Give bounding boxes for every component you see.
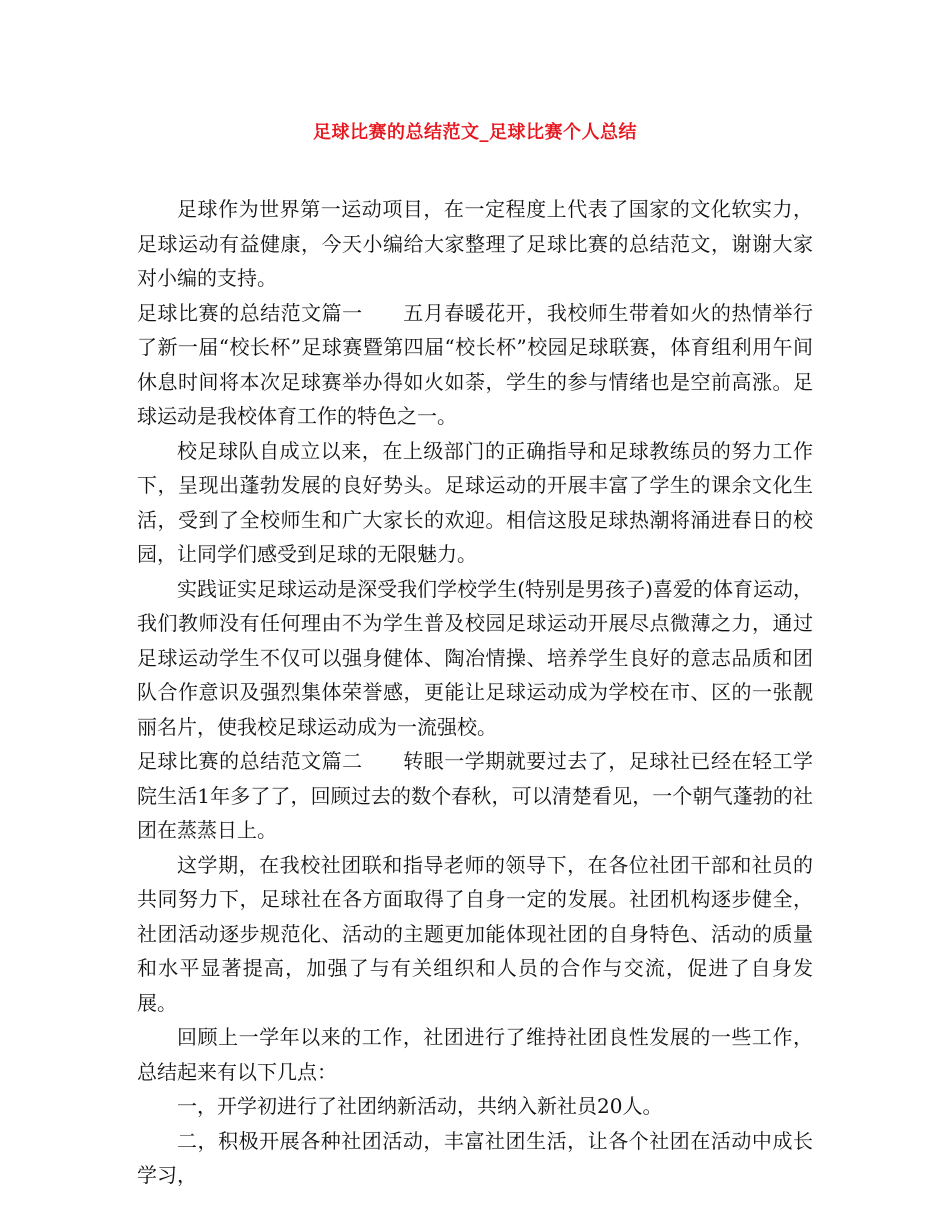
paragraph	[137, 434, 813, 572]
paragraph	[137, 1089, 813, 1124]
paragraph-text: 一，开学初进行了社团纳新活动，共纳入新社员20人。	[177, 1094, 663, 1118]
paragraph	[137, 572, 813, 745]
paragraph	[137, 1020, 813, 1089]
paragraph-text: 这学期，在我校社团联和指导老师的领导下，在各位社团干部和社员的共同努力下，足球社在各方面取得了自身一定的发展。社团机构逐步健全，社团活动逐步规范化、活动的主题更加能体现社团的自身特色、活动的质量和水平显著提高，加强了与有关组织和人员的合作与交流，促进了自身发展。	[137, 852, 813, 1015]
paragraph	[137, 192, 813, 296]
section-heading: 足球比赛的总结范文篇一	[137, 300, 363, 325]
document-title: 足球比赛的总结范文_足球比赛个人总结	[313, 122, 637, 143]
paragraph-text: 校足球队自成立以来，在上级部门的正确指导和足球教练员的努力工作下，呈现出蓬勃发展的良好势头。足球运动的开展丰富了学生的课余文化生活，受到了全校师生和广大家长的欢迎。相信这股足球热潮将涌进春日的校园，让同学们感受到足球的无限魅力。	[137, 438, 813, 566]
paragraph-text: 足球作为世界第一运动项目，在一定程度上代表了国家的文化软实力，足球运动有益健康，今天小编给大家整理了足球比赛的总结范文，谢谢大家对小编的支持。	[137, 197, 813, 290]
paragraph	[137, 848, 813, 1021]
paragraph-text: 回顾上一学年以来的工作，社团进行了维持社团良性发展的一些工作，总结起来有以下几点：	[137, 1025, 813, 1084]
paragraph-text: 实践证实足球运动是深受我们学校学生(特别是男孩子)喜爱的体育运动，我们教师没有任何理由不为学生普及校园足球运动开展尽点微薄之力，通过足球运动学生不仅可以强身健体、陶冶情操、培养学生良好的意志品质和团队合作意识及强烈集体荣誉感，更能让足球运动成为学校在市、区的一张靓丽名片，使我校足球运动成为一流强校。	[137, 576, 813, 739]
section-heading: 足球比赛的总结范文篇二	[137, 749, 363, 773]
paragraph	[137, 1124, 813, 1193]
paragraph	[137, 744, 813, 848]
document-body	[137, 192, 813, 1193]
paragraph-text: 转眼一学期就要过去了，足球社已经在轻工学院生活1年多了了，回顾过去的数个春秋，可以清楚看见，一个朝气蓬勃的社团在蒸蒸日上。	[137, 749, 814, 842]
paragraph-text: 五月春暖花开，我校师生带着如火的热情举行了新一届“校长杯”足球赛暨第四届“校长杯”校园足球联赛，体育组利用午间休息时间将本次足球赛举办得如火如荼，学生的参与情绪也是空前高涨。足球运动是我校体育工作的特色之一。	[137, 300, 814, 428]
paragraph-text: 二，积极开展各种社团活动，丰富社团生活，让各个社团在活动中成长学习，	[137, 1128, 813, 1187]
paragraph	[137, 296, 813, 434]
